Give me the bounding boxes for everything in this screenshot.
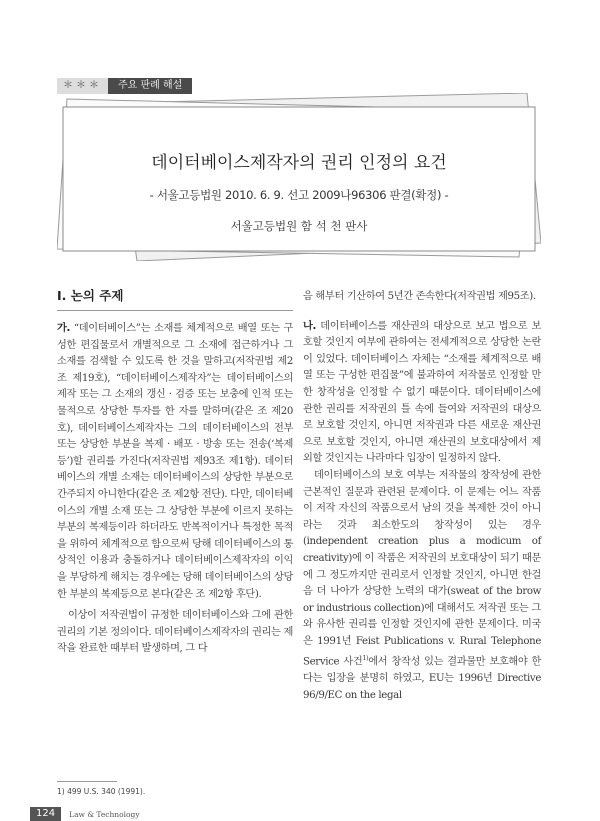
- journal-name: Law & Technology: [69, 809, 140, 819]
- page-footer: [30, 807, 140, 821]
- paragraph: 이상이 저작권법이 규정한 데이터베이스와 그에 관한 권리의 기본 정의이다. 데이터베이스제작자의 권리는 제작을 완료한 때부터 발생하며, 그 다: [57, 610, 293, 655]
- paragraph-text: 데이터베이스의 보호 여부는 저작물의 창작성에 관한 근본적인 질문과 관련된 문제이다. 이 문제는 어느 작품이 저작 자신의 작품으로서 남의 것을 복제한 것이 아니라는 것과 최소한도의 창작성이 있는 경우(independent creation plus a modicum of creativity)에 이 작품은 저작권의 보호대상이 되기 때문에 그 정도까지만 권리로서 인정할 것인지, 아니면 한걸음 더 나아가 상당한 노력의 대가(sweat of the brow or industrious collection)에 대해서도 저작권 또는 그와 유사한 권리를 인정할 것인지에 관한 문제이다. 미국은 1991년 Feist Publications v. Rural Telephone Service 사건: [303, 469, 541, 668]
- paragraph-text: 에서 창작성 있는 결과물만 보호해야 한다는 입장을 분명히 하였고, EU는 1996년 Directive 96/9/EC on the legal: [303, 656, 541, 702]
- case-citation: - 서울고등법원 2010. 6. 9. 선고 2009나96306 판결(확정) -: [149, 188, 449, 202]
- category-label: 주요 판례 해설: [108, 78, 192, 94]
- footnote-reference[interactable]: 1): [362, 654, 369, 663]
- article-category-tag: [57, 78, 192, 94]
- paragraph-ga: [57, 321, 293, 603]
- title-box: [57, 93, 541, 261]
- paragraph-continuation: 음 해부터 기산하여 5년간 존속한다(저작권법 제95조).: [303, 291, 536, 302]
- title-box-decoration: [57, 93, 541, 261]
- left-column: [57, 321, 293, 658]
- page-number: 124: [30, 807, 61, 821]
- paragraph-marker: 가.: [57, 323, 71, 334]
- paragraph: [303, 468, 541, 705]
- article-title: 데이터베이스제작자의 권리 인정의 요건: [151, 153, 447, 173]
- paragraph-marker: 나.: [303, 320, 317, 332]
- footnote: 1) 499 U.S. 340 (1991).: [57, 787, 146, 796]
- section-heading: I. 논의 주제: [57, 286, 293, 311]
- stars-icon: ＊＊＊: [57, 78, 108, 94]
- paragraph-text: “데이터베이스”는 소재를 체계적으로 배열 또는 구성한 편집물로서 개별적으로 그 소재에 접근하거나 그 소재를 검색할 수 있도록 한 것을 말하고(저작권법 제2조 제19호), “데이터베이스제작자”는 데이터베이스의 제작 또는 그 소재의 갱신 · 검증 또는 보충에 인적 또는 물적으로 상당한 투자를 한 자를 말하며(같은 조 제20호), 데이터베이스제작자는 그의 데이터베이스의 전부 또는 상당한 부분을 복제 · 배포 · 방송 또는 전송(‘복제등’)할 권리를 가진다(저작권법 제93조 제1항). 데이터베이스의 개별 소재는 데이터베이스의 상당한 부분으로 간주되지 아니한다(같은 조 제2항 전단). 다만, 데이터베이스의 개별 소재 또는 그 상당한 부분에 이르지 못하는 부분의 복제등이라 하더라도 반복적이거나 특정한 목적을 위하여 체계적으로 함으로써 당해 데이터베이스의 통상적인 이용과 충돌하거나 데이터베이스제작자의 이익을 부당하게 해치는 경우에는 당해 데이터베이스의 상당한 부분의 복제등으로 본다(같은 조 제2항 후단).: [57, 323, 293, 600]
- paragraph-text: 데이터베이스를 재산권의 대상으로 보고 법으로 보호할 것인지 여부에 관하여는 전세계적으로 상당한 논란이 있었다. 데이터베이스 자체는 “소재를 체계적으로 배열 또는 구성한 편집물”에 불과하여 저작물로 인정할 만한 창작성을 인정할 수 없기 때문이다. 데이터베이스에 관한 권리를 저작권의 틀 속에 들여와 저작권의 대상으로 보호할 것인지, 아니면 저작권과 다른 새로운 재산권으로 보호할 것인지, 아니면 재산권의 보호대상에서 제외할 것인지는 나라마다 입장이 일정하지 않다.: [303, 320, 541, 465]
- author-line: 서울고등법원 함 석 천 판사: [230, 219, 368, 233]
- paragraph-na: [303, 319, 541, 468]
- right-column: [303, 289, 541, 705]
- footnote-divider: [57, 781, 117, 782]
